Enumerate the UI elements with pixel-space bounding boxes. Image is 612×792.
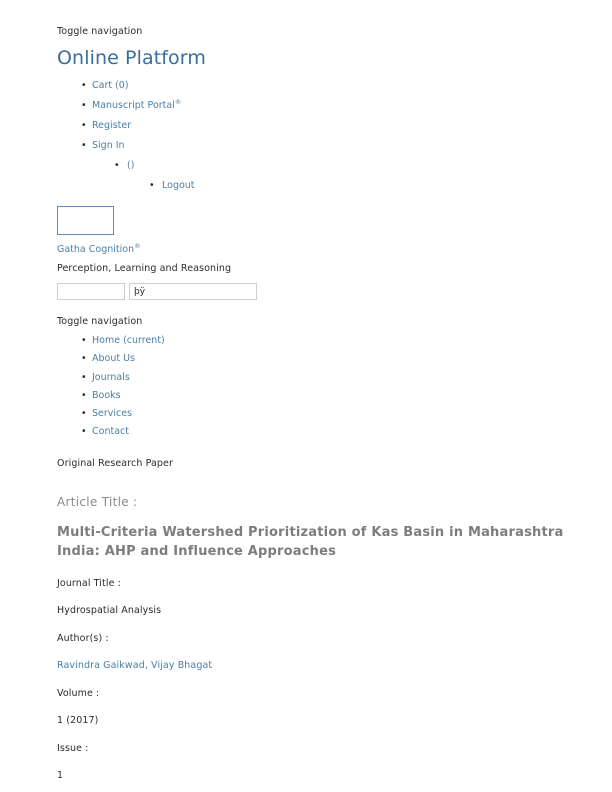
brand-heading[interactable]: Online Platform (57, 47, 206, 69)
sign-in-link-label: Sign In (92, 140, 125, 151)
paper-type-label: Original Research Paper (57, 457, 173, 469)
list-bullet-icon: • (81, 353, 87, 365)
volume-label: Volume : (57, 687, 100, 699)
register-link[interactable] (92, 120, 131, 131)
issue-value: 1 (57, 769, 64, 781)
top-toggle-navigation[interactable]: Toggle navigation (57, 26, 143, 37)
journals-link[interactable] (92, 372, 130, 383)
manuscript-portal-link[interactable] (92, 97, 182, 111)
gatha-cognition-label: Gatha Cognition (57, 244, 135, 255)
books-link[interactable] (92, 390, 121, 401)
account-submenu (127, 176, 577, 196)
books-link-label: Books (92, 389, 121, 401)
top-nav-item-manuscript-portal[interactable] (57, 96, 577, 116)
about-us-link[interactable] (92, 353, 135, 364)
register-link-label: Register (92, 120, 132, 131)
top-nav-item-cart[interactable] (57, 76, 577, 96)
nav-item-about-us[interactable] (57, 350, 577, 368)
authors-link-label: Ravindra Gaikwad, Vijay Bhagat (57, 659, 213, 671)
submenu-item-logout[interactable] (127, 176, 577, 196)
page-content (57, 26, 577, 781)
registered-trademark-icon: ® (174, 97, 182, 106)
top-nav-item-sign-in[interactable] (57, 136, 577, 196)
journal-title-label: Journal Title : (57, 577, 121, 589)
main-nav-list (57, 332, 577, 442)
list-bullet-icon: • (81, 408, 87, 420)
list-bullet-icon: • (81, 100, 87, 111)
gatha-cognition-link[interactable] (57, 241, 141, 255)
services-link-label: Services (92, 408, 133, 420)
nav-item-contact[interactable] (57, 423, 577, 441)
nav-item-services[interactable] (57, 405, 577, 423)
logout-link-label: Logout (162, 180, 195, 191)
issue-label: Issue : (57, 742, 89, 754)
account-name-link[interactable] (127, 160, 134, 171)
manuscript-portal-label: Manuscript Portal (92, 100, 175, 111)
main-toggle-navigation[interactable]: Toggle navigation (57, 316, 143, 327)
list-bullet-icon: • (81, 389, 87, 401)
about-us-link-label: About Us (92, 353, 136, 365)
list-bullet-icon: • (114, 160, 120, 171)
sign-in-submenu (92, 156, 577, 196)
submenu-item-account[interactable] (92, 156, 577, 196)
nav-item-books[interactable] (57, 387, 577, 405)
search-bar (57, 283, 577, 300)
search-input[interactable] (129, 283, 257, 300)
site-logo[interactable] (57, 206, 114, 235)
list-bullet-icon: • (81, 371, 87, 383)
registered-trademark-icon: ® (134, 241, 141, 250)
authors-label: Author(s) : (57, 632, 109, 644)
volume-value: 1 (2017) (57, 714, 99, 726)
journal-title-value: Hydrospatial Analysis (57, 604, 162, 616)
logout-link[interactable] (162, 180, 195, 191)
list-bullet-icon: • (81, 80, 87, 91)
list-bullet-icon: • (149, 180, 155, 191)
article-title: Multi-Criteria Watershed Prioritization of Kas Basin in Maharashtra India: AHP and Influence Approaches (57, 524, 564, 559)
home-link[interactable] (92, 335, 165, 346)
article-title-label: Article Title : (57, 494, 138, 509)
top-nav-list (57, 76, 577, 196)
sign-in-link[interactable] (92, 140, 125, 151)
list-bullet-icon: • (81, 335, 87, 346)
nav-item-journals[interactable] (57, 369, 577, 387)
authors-value (57, 660, 577, 671)
home-link-label: Home (current) (92, 335, 165, 346)
journals-link-label: Journals (92, 371, 130, 383)
account-name-label: () (127, 160, 135, 171)
services-link[interactable] (92, 408, 132, 419)
top-nav-item-register[interactable] (57, 116, 577, 136)
nav-item-home[interactable] (57, 332, 577, 350)
list-bullet-icon: • (81, 120, 87, 131)
cart-link[interactable] (92, 80, 129, 91)
site-name-line (57, 241, 577, 255)
authors-link[interactable] (57, 660, 212, 671)
cart-link-label: Cart (0) (92, 80, 129, 91)
contact-link[interactable] (92, 426, 129, 437)
contact-link-label: Contact (92, 426, 129, 438)
list-bullet-icon: • (81, 426, 87, 438)
search-scope-select[interactable] (57, 283, 125, 300)
list-bullet-icon: • (81, 140, 87, 151)
site-tagline: Perception, Learning and Reasoning (57, 263, 232, 274)
